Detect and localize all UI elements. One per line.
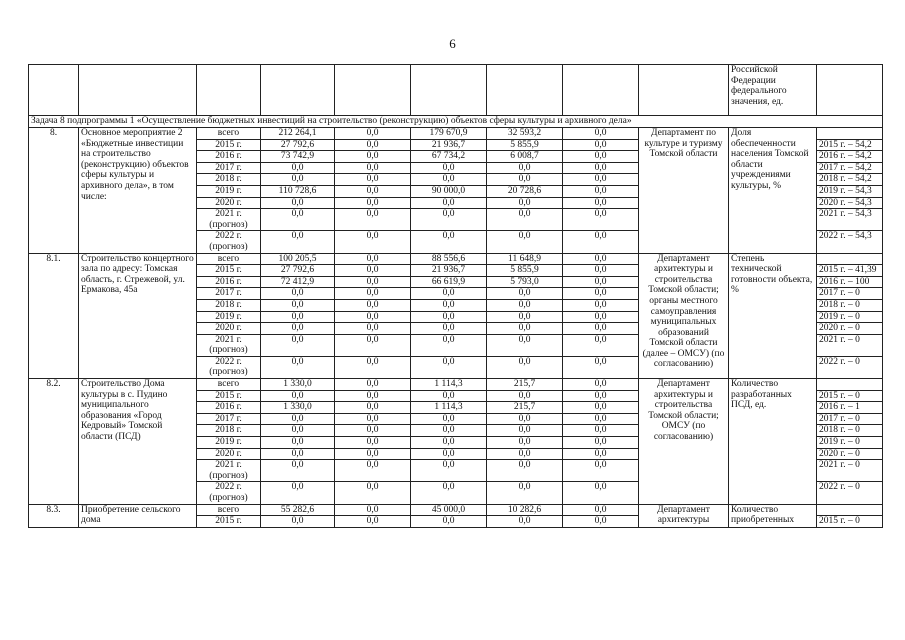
extrabudget-value: 0,0 [563, 504, 639, 516]
extrabudget-value: 0,0 [563, 209, 639, 231]
local-value: 10 282,6 [487, 504, 563, 516]
measure-name: Приобретение сельского дома [79, 504, 197, 527]
federal-value: 0,0 [335, 323, 411, 335]
year-cell: 2018 г. [197, 174, 261, 186]
year-cell: 2017 г. [197, 413, 261, 425]
measure-number: 8.2. [29, 379, 79, 505]
local-value: 0,0 [487, 425, 563, 437]
federal-value: 0,0 [335, 437, 411, 449]
header-cell [639, 65, 729, 116]
extrabudget-value: 0,0 [563, 185, 639, 197]
total-value: 0,0 [261, 437, 335, 449]
local-value: 0,0 [487, 334, 563, 356]
extrabudget-value: 0,0 [563, 299, 639, 311]
federal-value: 0,0 [335, 299, 411, 311]
task-title: Задача 8 подпрограммы 1 «Осуществление бюджетных инвестиций на строительство (реконструкцию) объектов сферы культуры и архивного дела» [29, 116, 883, 128]
extrabudget-value: 0,0 [563, 413, 639, 425]
header-continuation-row [29, 65, 883, 116]
federal-value: 0,0 [335, 139, 411, 151]
year-cell: 2022 г. (прогноз) [197, 482, 261, 504]
measure-number: 8.1. [29, 253, 79, 379]
indicator-value: 2021 г. – 0 [817, 334, 883, 356]
indicator-value: 2019 г. – 0 [817, 437, 883, 449]
regional-value: 0,0 [411, 209, 487, 231]
indicator-name: Количество разработанных ПСД, ед. [729, 379, 817, 505]
regional-value: 1 114,3 [411, 402, 487, 414]
regional-value: 88 556,6 [411, 253, 487, 265]
header-cell [79, 65, 197, 116]
federal-value: 0,0 [335, 265, 411, 277]
total-value: 1 330,0 [261, 379, 335, 391]
local-value: 0,0 [487, 311, 563, 323]
indicator-value: 2021 г. – 0 [817, 460, 883, 482]
table-row [29, 379, 883, 391]
local-value: 0,0 [487, 460, 563, 482]
total-value: 212 264,1 [261, 128, 335, 140]
regional-value: 0,0 [411, 334, 487, 356]
extrabudget-value: 0,0 [563, 334, 639, 356]
year-cell: 2019 г. [197, 437, 261, 449]
year-cell: 2021 г. (прогноз) [197, 334, 261, 356]
extrabudget-value: 0,0 [563, 162, 639, 174]
federal-value: 0,0 [335, 174, 411, 186]
total-value: 27 792,6 [261, 265, 335, 277]
budget-table [28, 64, 883, 528]
total-value: 0,0 [261, 413, 335, 425]
year-cell: 2016 г. [197, 276, 261, 288]
local-value: 0,0 [487, 390, 563, 402]
indicator-value [817, 504, 883, 516]
federal-value: 0,0 [335, 413, 411, 425]
indicator-value: 2018 г. – 0 [817, 299, 883, 311]
federal-value: 0,0 [335, 482, 411, 504]
year-cell: 2015 г. [197, 265, 261, 277]
total-value: 0,0 [261, 334, 335, 356]
indicator-value: 2017 г. – 0 [817, 288, 883, 300]
indicator-value: 2020 г. – 0 [817, 448, 883, 460]
extrabudget-value: 0,0 [563, 139, 639, 151]
federal-value: 0,0 [335, 334, 411, 356]
total-value: 0,0 [261, 390, 335, 402]
measure-name: Строительство концертного зала по адресу: Томская область, г. Стрежевой, ул. Ермакова, 45а [79, 253, 197, 379]
indicator-value: 2018 г. – 0 [817, 425, 883, 437]
extrabudget-value: 0,0 [563, 276, 639, 288]
year-cell: всего [197, 379, 261, 391]
regional-value: 0,0 [411, 299, 487, 311]
header-cell [487, 65, 563, 116]
local-value: 32 593,2 [487, 128, 563, 140]
local-value: 0,0 [487, 516, 563, 528]
total-value: 1 330,0 [261, 402, 335, 414]
regional-value: 0,0 [411, 448, 487, 460]
regional-value: 66 619,9 [411, 276, 487, 288]
page-number: 6 [449, 36, 456, 51]
total-value: 0,0 [261, 174, 335, 186]
header-cell [29, 65, 79, 116]
table-row [29, 128, 883, 140]
header-cell [261, 65, 335, 116]
federal-value: 0,0 [335, 162, 411, 174]
total-value: 0,0 [261, 231, 335, 253]
indicator-value: 2016 г. – 1 [817, 402, 883, 414]
year-cell: 2015 г. [197, 390, 261, 402]
extrabudget-value: 0,0 [563, 288, 639, 300]
federal-value: 0,0 [335, 516, 411, 528]
measure-number: 8.3. [29, 504, 79, 527]
regional-value: 179 670,9 [411, 128, 487, 140]
federal-value: 0,0 [335, 253, 411, 265]
extrabudget-value: 0,0 [563, 311, 639, 323]
year-cell: всего [197, 504, 261, 516]
indicator-value: 2016 г. – 54,2 [817, 151, 883, 163]
total-value: 27 792,6 [261, 139, 335, 151]
measure-name: Основное мероприятие 2 «Бюджетные инвестиции на строительство (реконструкцию) объектов сферы культуры и архивного дела», в том числе: [79, 128, 197, 254]
regional-value: 21 936,7 [411, 139, 487, 151]
local-value: 5 855,9 [487, 265, 563, 277]
indicator-name: Количество приобретенных [729, 504, 817, 527]
year-cell: 2020 г. [197, 323, 261, 335]
federal-value: 0,0 [335, 197, 411, 209]
total-value: 73 742,9 [261, 151, 335, 163]
federal-value: 0,0 [335, 151, 411, 163]
extrabudget-value: 0,0 [563, 402, 639, 414]
responsible-department: Департамент архитектуры [639, 504, 729, 527]
header-cell [411, 65, 487, 116]
local-value: 0,0 [487, 174, 563, 186]
table-row [29, 504, 883, 516]
indicator-value: 2015 г. – 0 [817, 516, 883, 528]
year-cell: 2017 г. [197, 288, 261, 300]
local-value: 0,0 [487, 437, 563, 449]
regional-value: 0,0 [411, 437, 487, 449]
local-value: 215,7 [487, 379, 563, 391]
federal-value: 0,0 [335, 185, 411, 197]
responsible-department: Департамент архитектуры и строительства Томской области; ОМСУ (по согласованию) [639, 379, 729, 505]
regional-value: 0,0 [411, 482, 487, 504]
year-cell: 2021 г. (прогноз) [197, 460, 261, 482]
year-cell: 2016 г. [197, 151, 261, 163]
local-value: 0,0 [487, 209, 563, 231]
indicator-name: Степень технической готовности объекта, % [729, 253, 817, 379]
local-value: 0,0 [487, 323, 563, 335]
header-cell [817, 65, 883, 116]
indicator-value: 2017 г. – 54,2 [817, 162, 883, 174]
local-value: 215,7 [487, 402, 563, 414]
task-title-row [29, 116, 883, 128]
indicator-value: 2015 г. – 54,2 [817, 139, 883, 151]
extrabudget-value: 0,0 [563, 323, 639, 335]
local-value: 0,0 [487, 162, 563, 174]
regional-value: 0,0 [411, 311, 487, 323]
indicator-value [817, 379, 883, 391]
regional-value: 0,0 [411, 425, 487, 437]
extrabudget-value: 0,0 [563, 516, 639, 528]
indicator-value: 2015 г. – 0 [817, 390, 883, 402]
local-value: 6 008,7 [487, 151, 563, 163]
local-value: 5 793,0 [487, 276, 563, 288]
total-value: 0,0 [261, 356, 335, 378]
total-value: 0,0 [261, 516, 335, 528]
year-cell: 2018 г. [197, 299, 261, 311]
total-value: 0,0 [261, 299, 335, 311]
year-cell: 2019 г. [197, 185, 261, 197]
header-indicator-cell: Российской Федерации федерального значения, ед. [729, 65, 817, 116]
measure-number: 8. [29, 128, 79, 254]
federal-value: 0,0 [335, 448, 411, 460]
regional-value: 0,0 [411, 460, 487, 482]
year-cell: 2017 г. [197, 162, 261, 174]
year-cell: 2018 г. [197, 425, 261, 437]
table-row [29, 253, 883, 265]
year-cell: 2015 г. [197, 516, 261, 528]
year-cell: 2021 г. (прогноз) [197, 209, 261, 231]
federal-value: 0,0 [335, 504, 411, 516]
regional-value: 0,0 [411, 231, 487, 253]
federal-value: 0,0 [335, 379, 411, 391]
total-value: 0,0 [261, 460, 335, 482]
indicator-value: 2015 г. – 41,39 [817, 265, 883, 277]
local-value: 0,0 [487, 356, 563, 378]
extrabudget-value: 0,0 [563, 265, 639, 277]
local-value: 0,0 [487, 413, 563, 425]
federal-value: 0,0 [335, 128, 411, 140]
federal-value: 0,0 [335, 460, 411, 482]
indicator-value: 2022 г. – 0 [817, 356, 883, 378]
year-cell: 2022 г. (прогноз) [197, 231, 261, 253]
extrabudget-value: 0,0 [563, 174, 639, 186]
indicator-value: 2019 г. – 54,3 [817, 185, 883, 197]
year-cell: всего [197, 253, 261, 265]
total-value: 0,0 [261, 197, 335, 209]
extrabudget-value: 0,0 [563, 197, 639, 209]
indicator-value [817, 128, 883, 140]
total-value: 0,0 [261, 323, 335, 335]
local-value: 0,0 [487, 299, 563, 311]
total-value: 0,0 [261, 482, 335, 504]
extrabudget-value: 0,0 [563, 482, 639, 504]
regional-value: 0,0 [411, 356, 487, 378]
extrabudget-value: 0,0 [563, 151, 639, 163]
regional-value: 0,0 [411, 413, 487, 425]
year-cell: 2019 г. [197, 311, 261, 323]
local-value: 0,0 [487, 482, 563, 504]
federal-value: 0,0 [335, 311, 411, 323]
extrabudget-value: 0,0 [563, 231, 639, 253]
federal-value: 0,0 [335, 425, 411, 437]
indicator-value: 2020 г. – 54,3 [817, 197, 883, 209]
federal-value: 0,0 [335, 231, 411, 253]
responsible-department: Департамент архитектуры и строительства Томской области; органы местного самоуправления муниципальных образований Томской области (далее – ОМСУ) (по согласованию) [639, 253, 729, 379]
regional-value: 0,0 [411, 390, 487, 402]
total-value: 0,0 [261, 162, 335, 174]
year-cell: 2020 г. [197, 448, 261, 460]
header-cell [335, 65, 411, 116]
year-cell: 2020 г. [197, 197, 261, 209]
total-value: 0,0 [261, 288, 335, 300]
total-value: 0,0 [261, 425, 335, 437]
federal-value: 0,0 [335, 276, 411, 288]
total-value: 0,0 [261, 311, 335, 323]
year-cell: 2015 г. [197, 139, 261, 151]
total-value: 100 205,5 [261, 253, 335, 265]
regional-value: 45 000,0 [411, 504, 487, 516]
extrabudget-value: 0,0 [563, 425, 639, 437]
indicator-value [817, 253, 883, 265]
regional-value: 21 936,7 [411, 265, 487, 277]
local-value: 0,0 [487, 288, 563, 300]
local-value: 20 728,6 [487, 185, 563, 197]
total-value: 110 728,6 [261, 185, 335, 197]
local-value: 0,0 [487, 448, 563, 460]
local-value: 0,0 [487, 197, 563, 209]
extrabudget-value: 0,0 [563, 460, 639, 482]
extrabudget-value: 0,0 [563, 356, 639, 378]
regional-value: 90 000,0 [411, 185, 487, 197]
indicator-value: 2018 г. – 54,2 [817, 174, 883, 186]
year-cell: 2016 г. [197, 402, 261, 414]
indicator-value: 2021 г. – 54,3 [817, 209, 883, 231]
indicator-name: Доля обеспеченности населения Томской области учреждениями культуры, % [729, 128, 817, 254]
federal-value: 0,0 [335, 402, 411, 414]
indicator-value: 2016 г. – 100 [817, 276, 883, 288]
regional-value: 0,0 [411, 323, 487, 335]
regional-value: 67 734,2 [411, 151, 487, 163]
indicator-value: 2017 г. – 0 [817, 413, 883, 425]
year-cell: всего [197, 128, 261, 140]
extrabudget-value: 0,0 [563, 379, 639, 391]
extrabudget-value: 0,0 [563, 390, 639, 402]
regional-value: 0,0 [411, 197, 487, 209]
header-cell [563, 65, 639, 116]
measure-name: Строительство Дома культуры в с. Пудино муниципального образования «Город Кедровый» Томской области (ПСД) [79, 379, 197, 505]
total-value: 72 412,9 [261, 276, 335, 288]
total-value: 0,0 [261, 448, 335, 460]
indicator-value: 2022 г. – 54,3 [817, 231, 883, 253]
federal-value: 0,0 [335, 288, 411, 300]
regional-value: 0,0 [411, 162, 487, 174]
local-value: 0,0 [487, 231, 563, 253]
regional-value: 0,0 [411, 516, 487, 528]
indicator-value: 2022 г. – 0 [817, 482, 883, 504]
local-value: 11 648,9 [487, 253, 563, 265]
extrabudget-value: 0,0 [563, 128, 639, 140]
federal-value: 0,0 [335, 356, 411, 378]
local-value: 5 855,9 [487, 139, 563, 151]
total-value: 0,0 [261, 209, 335, 231]
extrabudget-value: 0,0 [563, 253, 639, 265]
extrabudget-value: 0,0 [563, 437, 639, 449]
federal-value: 0,0 [335, 390, 411, 402]
responsible-department: Департамент по культуре и туризму Томской области [639, 128, 729, 254]
indicator-value: 2020 г. – 0 [817, 323, 883, 335]
regional-value: 0,0 [411, 174, 487, 186]
extrabudget-value: 0,0 [563, 448, 639, 460]
regional-value: 1 114,3 [411, 379, 487, 391]
regional-value: 0,0 [411, 288, 487, 300]
header-cell [197, 65, 261, 116]
total-value: 55 282,6 [261, 504, 335, 516]
indicator-value: 2019 г. – 0 [817, 311, 883, 323]
year-cell: 2022 г. (прогноз) [197, 356, 261, 378]
federal-value: 0,0 [335, 209, 411, 231]
